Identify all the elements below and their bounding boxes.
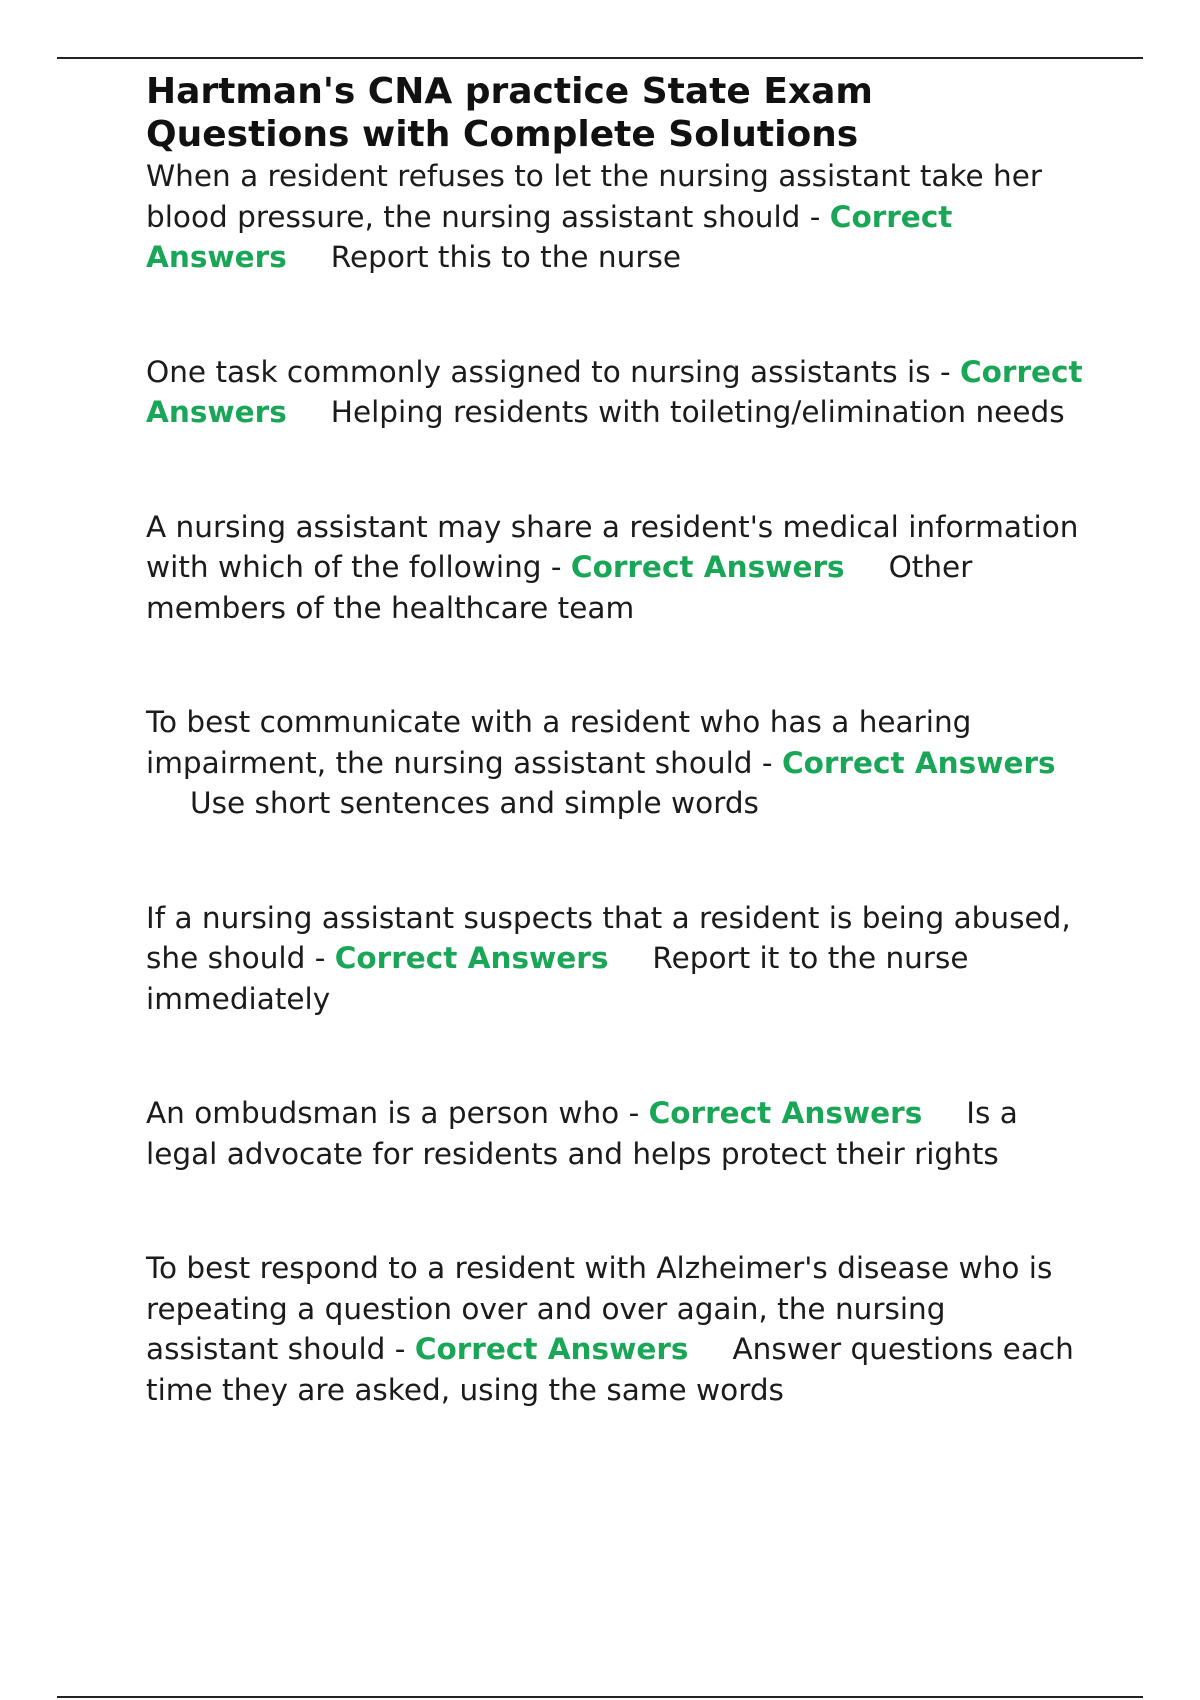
answer-label: Correct Answers: [570, 550, 845, 584]
question-text: When a resident refuses to let the nursing assistant take her blood pressure, the nursing assistant should -: [146, 159, 1043, 234]
top-rule: [57, 57, 1143, 59]
document-body: [146, 70, 1086, 1410]
answer-label: Correct Answers: [146, 199, 953, 274]
answer-text: Other members of the healthcare team: [146, 550, 973, 625]
answer-text: Report it to the nurse immediately: [146, 941, 969, 1016]
answer-label: Correct Answers: [648, 1096, 923, 1130]
answer-text: Answer questions each time they are asked, using the same words: [146, 1332, 1074, 1407]
question-text: One task commonly assigned to nursing assistants is -: [146, 354, 951, 389]
question-text: A nursing assistant may share a resident's medical information with which of the following -: [146, 509, 1079, 584]
question-text: If a nursing assistant suspects that a resident is being abused, she should -: [146, 900, 1071, 975]
answer-text: Helping residents with toileting/elimination needs: [330, 395, 1065, 429]
answer-label: Correct Answers: [334, 941, 609, 975]
qa-item: [146, 898, 1086, 1020]
answer-text: Report this to the nurse: [330, 240, 681, 274]
qa-item: [146, 1093, 1086, 1174]
qa-item: [146, 702, 1086, 824]
answer-text: Is a legal advocate for residents and helps protect their rights: [146, 1096, 1018, 1171]
qa-item: [146, 352, 1086, 433]
question-text: To best communicate with a resident who has a hearing impairment, the nursing assistant should -: [146, 705, 972, 780]
answer-label: Correct Answers: [414, 1332, 689, 1366]
answer-label: Correct Answers: [781, 745, 1056, 780]
question-text: To best respond to a resident with Alzheimer's disease who is repeating a question over and over again, the nursing assistant should -: [146, 1251, 1053, 1366]
qa-item: [146, 1248, 1086, 1410]
bottom-rule: [57, 1696, 1143, 1698]
qa-item: [146, 156, 1086, 278]
document-title: Hartman's CNA practice State Exam Questions with Complete Solutions: [146, 71, 873, 155]
qa-item: [146, 507, 1086, 629]
answer-label: Correct Answers: [146, 354, 1083, 429]
question-text: An ombudsman is a person who -: [146, 1096, 640, 1130]
answer-text: Use short sentences and simple words: [190, 786, 759, 820]
